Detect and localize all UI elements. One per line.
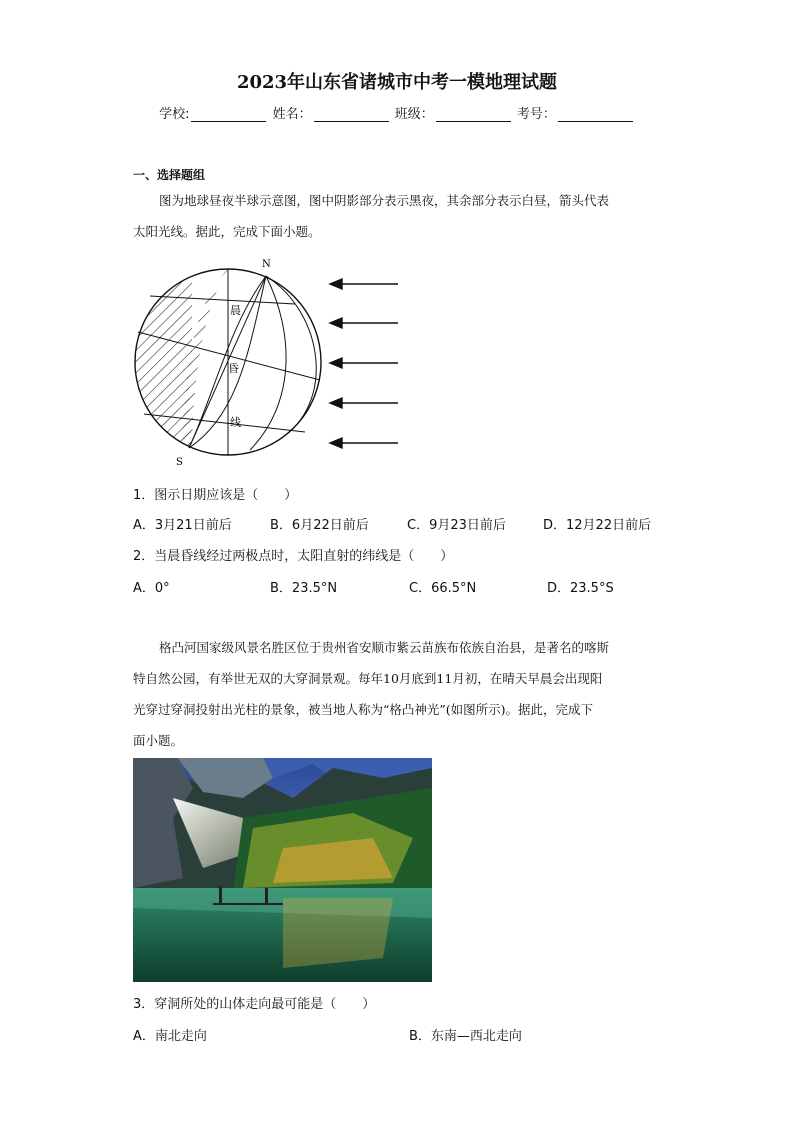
q2-option-a[interactable]: A．0° <box>133 581 170 596</box>
passage-1-line-2: 太阳光线。据此，完成下面小题。 <box>133 224 321 239</box>
q2-option-d[interactable]: D．23.5°S <box>547 581 614 596</box>
terminator-label-1: 晨 <box>230 304 241 317</box>
question-1-stem: 1．图示日期应该是（ ） <box>133 488 298 503</box>
south-pole-label: S <box>176 457 183 468</box>
name-blank[interactable] <box>314 108 389 122</box>
day-night-globe-diagram <box>130 254 410 468</box>
passage-2-line-2: 特自然公园，有举世无双的大穿洞景观。每年10月底到11月初，在晴天早晨会出现阳 <box>133 671 603 686</box>
q1-option-a[interactable]: A．3月21日前后 <box>133 518 232 533</box>
passage-2 <box>133 632 661 756</box>
student-info-row <box>0 103 794 122</box>
passage-2-line-3: 光穿过穿洞投射出光柱的景象，被当地人称为“格凸神光”(如图所示)。据此，完成下 <box>133 702 594 717</box>
exam-number-label: 考号： <box>516 107 556 122</box>
terminator-label-2: 昏 <box>228 362 239 375</box>
exam-number-blank[interactable] <box>558 108 633 122</box>
sunlight-arrow <box>330 438 398 448</box>
q2-option-c[interactable]: C．66.5°N <box>409 581 477 596</box>
north-pole-label: N <box>262 259 271 270</box>
class-label: 班级： <box>394 107 434 122</box>
sunlight-arrow <box>330 279 398 289</box>
night-hemisphere-shading <box>130 254 228 468</box>
q3-option-a[interactable]: A．南北走向 <box>133 1029 207 1044</box>
school-blank[interactable] <box>191 108 266 122</box>
sunlight-arrow <box>330 398 398 408</box>
passage-2-line-4: 面小题。 <box>133 733 184 748</box>
question-3-stem: 3．穿洞所处的山体走向最可能是（ ） <box>133 997 376 1012</box>
school-label: 学校: <box>159 107 190 122</box>
sunlight-arrow <box>330 318 398 328</box>
passage-1-line-1: 图为地球昼夜半球示意图，图中阴影部分表示黑夜，其余部分表示白昼，箭头代表 <box>159 193 610 208</box>
section-heading: 一、选择题组 <box>133 168 206 182</box>
page-title: 2023年山东省诸城市中考一模地理试题 <box>236 72 558 93</box>
q2-option-b[interactable]: B．23.5°N <box>270 581 338 596</box>
class-blank[interactable] <box>436 108 511 122</box>
q1-option-d[interactable]: D．12月22日前后 <box>543 518 652 533</box>
sunlight-arrow <box>330 358 398 368</box>
sunlight-arrows <box>330 279 398 448</box>
getu-light-photo <box>133 758 432 982</box>
q1-option-c[interactable]: C．9月23日前后 <box>407 518 506 533</box>
passage-2-line-1: 格凸河国家级风景名胜区位于贵州省安顺市紫云苗族布依族自治县，是著名的喀斯 <box>159 640 610 655</box>
q1-option-b[interactable]: B．6月22日前后 <box>270 518 369 533</box>
terminator-label-3: 线 <box>230 416 241 429</box>
passage-1 <box>133 185 661 247</box>
q3-option-b[interactable]: B．东南—西北走向 <box>409 1029 522 1044</box>
question-2-stem: 2．当晨昏线经过两极点时，太阳直射的纬线是（ ） <box>133 549 454 564</box>
name-label: 姓名： <box>272 107 312 122</box>
